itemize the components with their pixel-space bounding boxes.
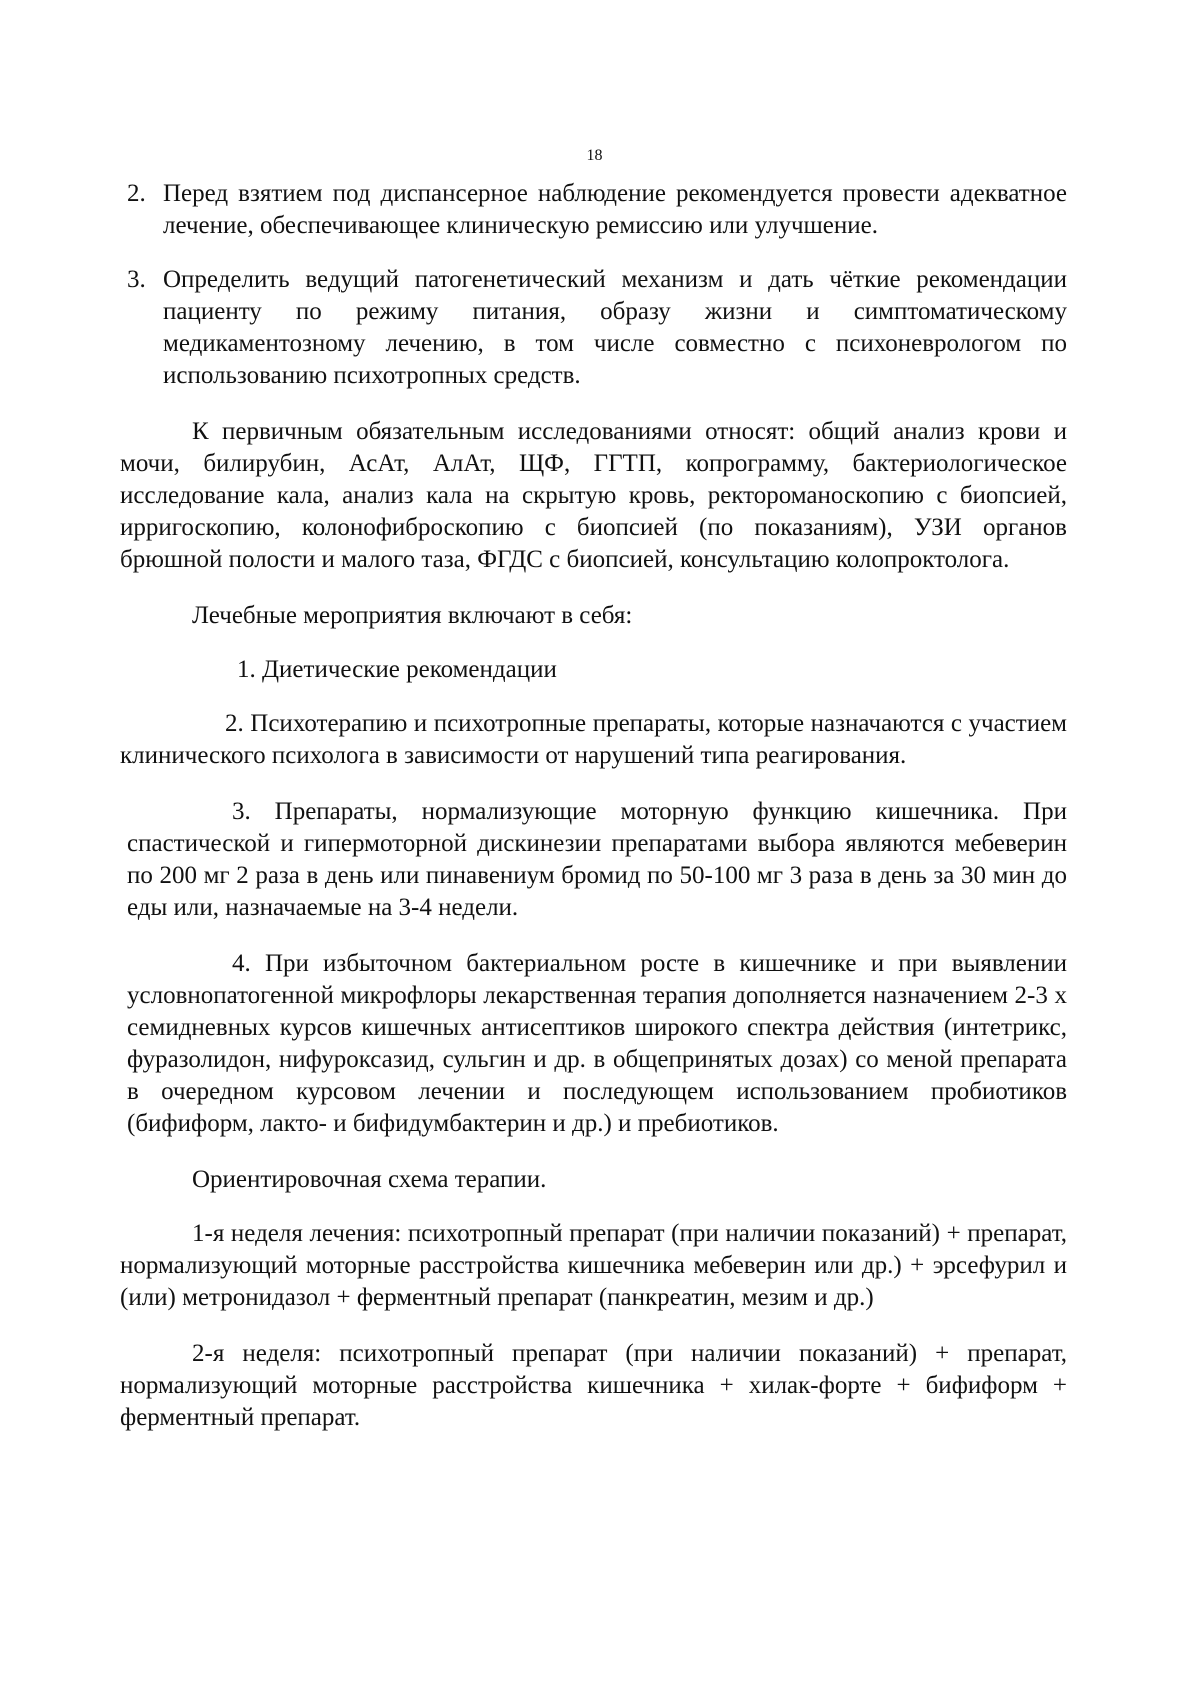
list-item-3-text: Определить ведущий патогенетический механизм и дать чёткие рекомендации пациенту по режиму питания, образу жизни и симптоматическому медикаментозному лечению, в том числе совместно с психоневрологом по использованию психотропных средств. xyxy=(163,266,1067,389)
treatment-item-3: 3. Препараты, нормализующие моторную функцию кишечника. При спастической и гипермоторной дискинезии препаратами выбора являются мебеверин по 200 мг 2 раза в день или пинавениум бромид по 50-100 мг 3 раза в день за 30 мин до еды или, назначаемые на 3-4 недели. xyxy=(127,798,1067,921)
list-item-3 xyxy=(127,264,1067,392)
page-number: 18 xyxy=(586,147,603,164)
week-2-paragraph: 2-я неделя: психотропный препарат (при наличии показаний) + препарат, нормализующий моторные расстройства кишечника + хилак-форте + бифиформ + ферментный препарат. xyxy=(120,1340,1067,1431)
scheme-title: Ориентировочная схема терапии. xyxy=(192,1166,547,1193)
treatment-item-1: 1. Диетические рекомендации xyxy=(237,656,557,683)
treatment-intro: Лечебные мероприятия включают в себя: xyxy=(192,602,633,629)
page-content xyxy=(120,178,1067,1434)
week-1-paragraph: 1-я неделя лечения: психотропный препарат (при наличии показаний) + препарат, нормализующий моторные расстройства кишечника мебеверин или др.) + эрсефурил и (или) метронидазол + ферментный препарат (панкреатин, мезим и др.) xyxy=(120,1220,1067,1311)
list-item-2-text: Перед взятием под диспансерное наблюдение рекомендуется провести адекватное лечение, обеспечивающее клиническую ремиссию или улучшение. xyxy=(163,180,1067,239)
list-item-2 xyxy=(127,178,1067,242)
list-item-2-number: 2. xyxy=(127,180,146,207)
list-item-3-number: 3. xyxy=(127,266,146,293)
treatment-item-2: 2. Психотерапию и психотропные препараты, которые назначаются с участием клинического психолога в зависимости от нарушений типа реагирования. xyxy=(120,710,1067,769)
exams-paragraph: К первичным обязательным исследованиями относят: общий анализ крови и мочи, билирубин, АсАт, АлАт, ЩФ, ГГТП, копрограмму, бактериологическое исследование кала, анализ кала на скрытую кровь, ректороманоскопию с биопсией, ирригоскопию, колонофиброскопию с биопсией (по показаниям), УЗИ органов брюшной полости и малого таза, ФГДС с биопсией, консультацию колопроктолога. xyxy=(120,418,1067,573)
treatment-item-4: 4. При избыточном бактериальном росте в кишечнике и при выявлении условнопатогенной микрофлоры лекарственная терапия дополняется назначением 2-3 х семидневных курсов кишечных антисептиков широкого спектра действия (интетрикс, фуразолидон, нифуроксазид, сульгин и др. в общепринятых дозах) со меной препарата в очередном курсовом лечении и последующем использованием пробиотиков (бифиформ, лакто- и бифидумбактерин и др.) и пребиотиков. xyxy=(127,950,1067,1137)
